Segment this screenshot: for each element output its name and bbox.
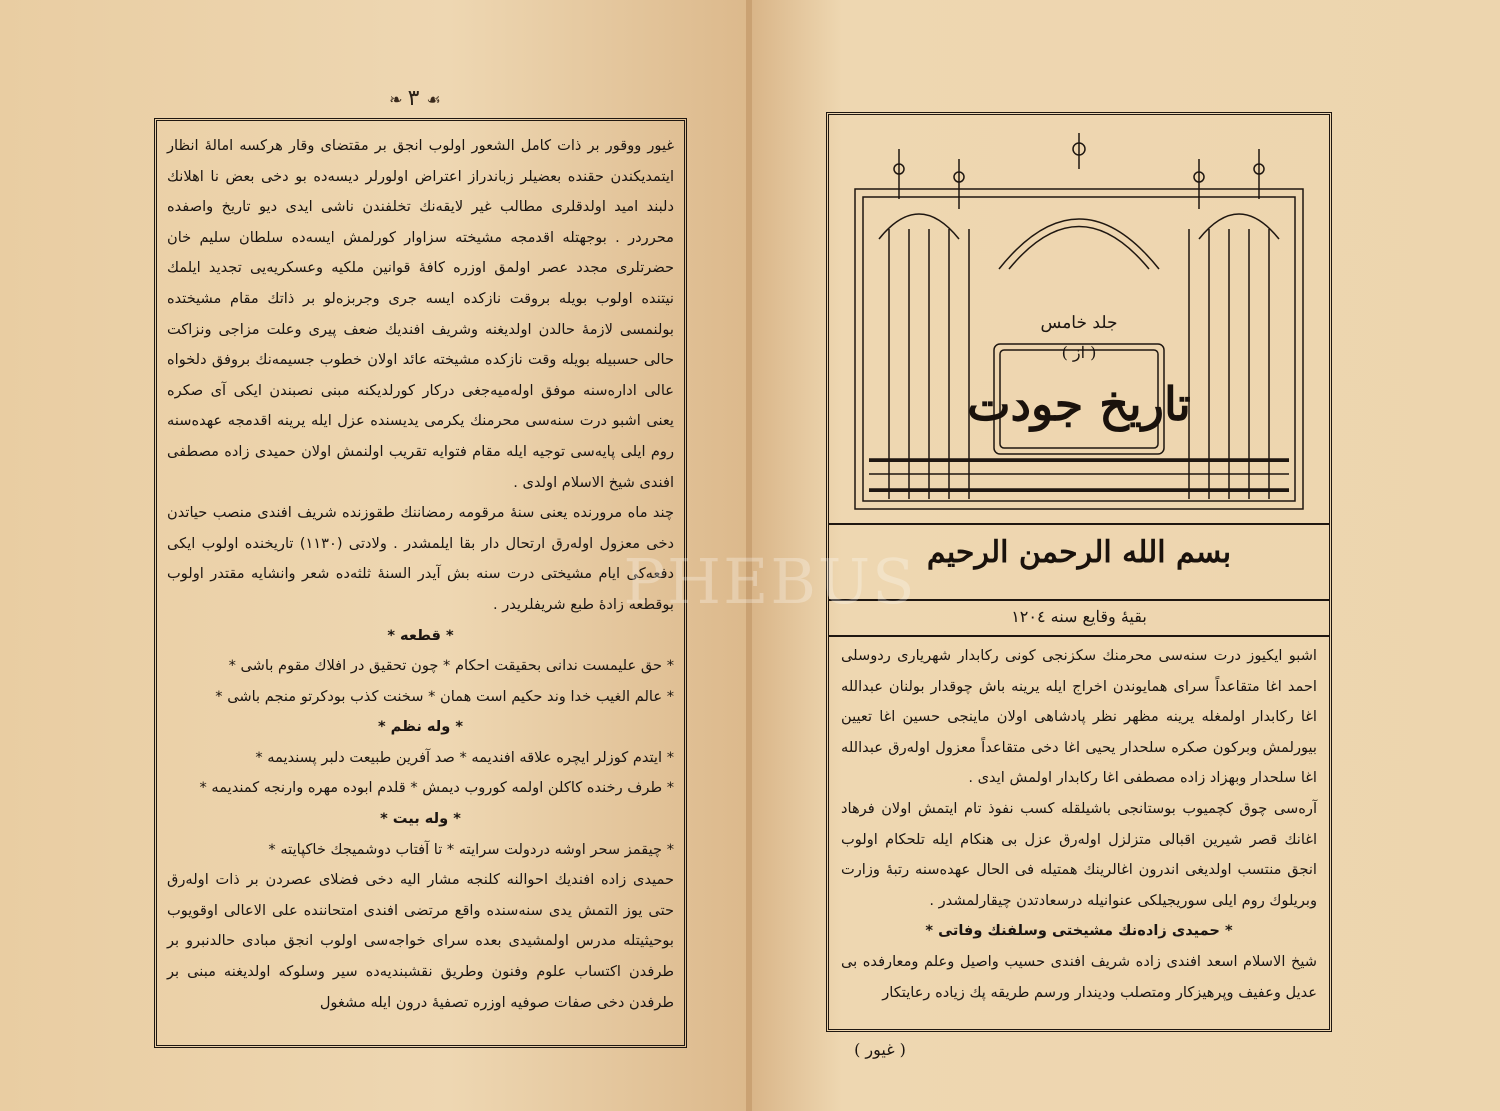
subheading: * حميدى زاده‌نك مشيختى وسلفنك وفاتى * bbox=[925, 922, 1233, 940]
right-text-block bbox=[841, 641, 1317, 1019]
paragraph: چند ماه مرورنده يعنى سنهٔ مرقومه رمضاننك طقوزنده شريف افندى منصب حياتدن دخى معزول اوله‌رق ارتحال دار بقا ايلمشدر . ولادتى (١١٣٠) تاريخنده اولوب ايكى دفعه‌كى ايام مشيختى درت سنه بش آيدر السنهٔ ثلثه‌ده شعر وانشايه مقتدر اولوب بوقطعه زادهٔ طبع شريفلريدر . bbox=[167, 504, 674, 613]
verse-line: * حق عليمست ندانى بحقيقت احكام * چون تحقيق در افلاك مقوم باشى * bbox=[228, 657, 674, 675]
catchword: ( غيور ) bbox=[854, 1040, 906, 1059]
az-label: ( از ) bbox=[1061, 343, 1097, 362]
verse-line: * عالم الغيب خدا وند حكيم است همان * سخنت كذب بودكرتو منجم باشى * bbox=[215, 687, 674, 705]
paragraph: شيخ الاسلام اسعد افندى زاده شريف افندى حسيب واصيل وعلم ومعارفده بى عديل وعفيف وپرهيزكار ومتصلب وديندار ورسم طريقه پك زياده رعايتكار bbox=[841, 952, 1317, 1001]
section-title: بقيهٔ وقايع سنه ١٢٠٤ bbox=[1011, 607, 1147, 626]
divider bbox=[829, 635, 1329, 637]
divider bbox=[829, 523, 1329, 525]
watermark: PHEBUS bbox=[623, 545, 917, 618]
ornament-icon: ❧ bbox=[389, 90, 408, 109]
ornament-icon: ☙ bbox=[426, 90, 441, 109]
page-number-text: ٣ bbox=[407, 86, 420, 111]
paragraph: حميدى زاده افنديك احوالنه كلنجه مشار اليه دخى فضلاى عصردن بر ذات اوله‌رق حتى يوز التمش يدى سنه‌سنده واقع مرتضى افندى امتحاننده على الاعالى اوقويوب بوحيثيتله مدرس اولمشيدى بعده سراى خواجه‌سى اولوب انجق مبادى حالدنبرو بر طرفدن اكتساب علوم وفنون وطريق نقشبنديه‌ده سير وسلوكه اولديغنه مبنى بر طرفدن دخى صفات صوفيه اوزره تصفيهٔ درون ايله مشغول bbox=[167, 871, 674, 1011]
book-title: تاريخ جودت bbox=[967, 377, 1191, 431]
verse-line: * طرف رخنده كاكلن اولمه كوروب ديمش * قلدم ابوده مهره وارنجه كمنديمه * bbox=[199, 779, 674, 797]
title-ornament bbox=[849, 129, 1309, 519]
qita-heading: * قطعه * bbox=[387, 626, 454, 644]
verse-line: * چيقمز سحر اوشه دردولت سرايته * تا آفتاب دوشميجك خاكپايته * bbox=[268, 840, 674, 858]
paragraph: اشبو ايكيوز درت سنه‌سى محرمنك سكزنجى كونى ركابدار شهريارى ردوسلى احمد اغا متقاعداً سراى همايوندن اخراج ايله يرينه باش چوقدار بولنان عبدالله اغا ركابدار اولمغله يرينه مظهر نظر پادشاهى اولان ماينجى حسين اغا تعيين بيورلمش وبركون صكره سلحدار يحيى اغا دخى متقاعداً معزول اوله‌رق عبدالله اغا سلحدار وبهزاد زاده مصطفى اغا ركابدار اولمش ايدى . bbox=[841, 647, 1317, 787]
nazm-heading: * وله نظم * bbox=[377, 718, 464, 736]
beyt-heading: * وله بيت * bbox=[380, 810, 461, 828]
page-number bbox=[360, 86, 470, 112]
volume-label: جلد خامس bbox=[1040, 313, 1118, 333]
verse-line: * ايتدم كوزلر ايچره علاقه افنديمه * صد آفرين طبيعت دلبر پسنديمه * bbox=[255, 748, 674, 766]
paragraph: غيور ووقور بر ذات كامل الشعور اولوب انجق بر مقتضاى وقار هركسه امالهٔ انظار ايتمديكندن حقنده بعضيلر زباندراز اعتراض اولورلر ديسه‌ده بو دخى بعض نا اهلانك دلبند اميد اولدقلرى مطالب غير لايقه‌نك تخلفندن ناشى ايدى ديو تاريخ واصفده محرردر . بوجهتله اقدمجه مشيخته سزاوار كورلمش ايسه‌ده سلطان سليم خان حضرتلرى مجدد عصر اولمق اوزره كافهٔ قوانين ملكيه وعسكريه‌يى تجديد ايلمك نيتنده اولوب بويله بروقت نازكده ايسه جرى وجربزه‌لو بر ذاتك مقام مشيختده بولنمسى لازمهٔ حالدن اولديغنه وشريف افنديك ضعف پيرى وعلت مزاجى ونزاكت حالى حسبيله بويله وقت نازكده مشيخته عائد اولان خطوب جسيمه‌نك بروفق دلخواه عالى اداره‌سنه موفق اوله‌ميه‌جغى دركار كورلديكنه مبنى نصبندن ايكى آى صكره يعنى اشبو درت سنه‌سى محرمنك يكرمى يديسنده عزل ايله يرينه اقدمجه عهده‌سنه روم ايلى پايه‌سى توجيه ايله مقام فتوايه تقريب اولنمش اولان حميدى زاده مصطفى افندى شيخ الاسلام اولدى . bbox=[167, 137, 674, 491]
basmala: بسم الله الرحمن الرحيم bbox=[926, 535, 1232, 570]
paragraph: آره‌سى چوق كچميوب بوستانجى باشيلقله كسب نفوذ تام ايتمش اولان فرهاد اغانك قصر شيرين اقبالى متزلزل اوله‌رق عزل بى هنكام ايله تلحكام اولوب انجق منتسب اولديغى اندرون اغالرينك همتيله فى الحال عهده‌سنه رتبهٔ وزارت وبريلوك روم ايلى سوريجيلكى عنوانيله درسعادتدن چيقارلمشدر . bbox=[841, 799, 1317, 909]
